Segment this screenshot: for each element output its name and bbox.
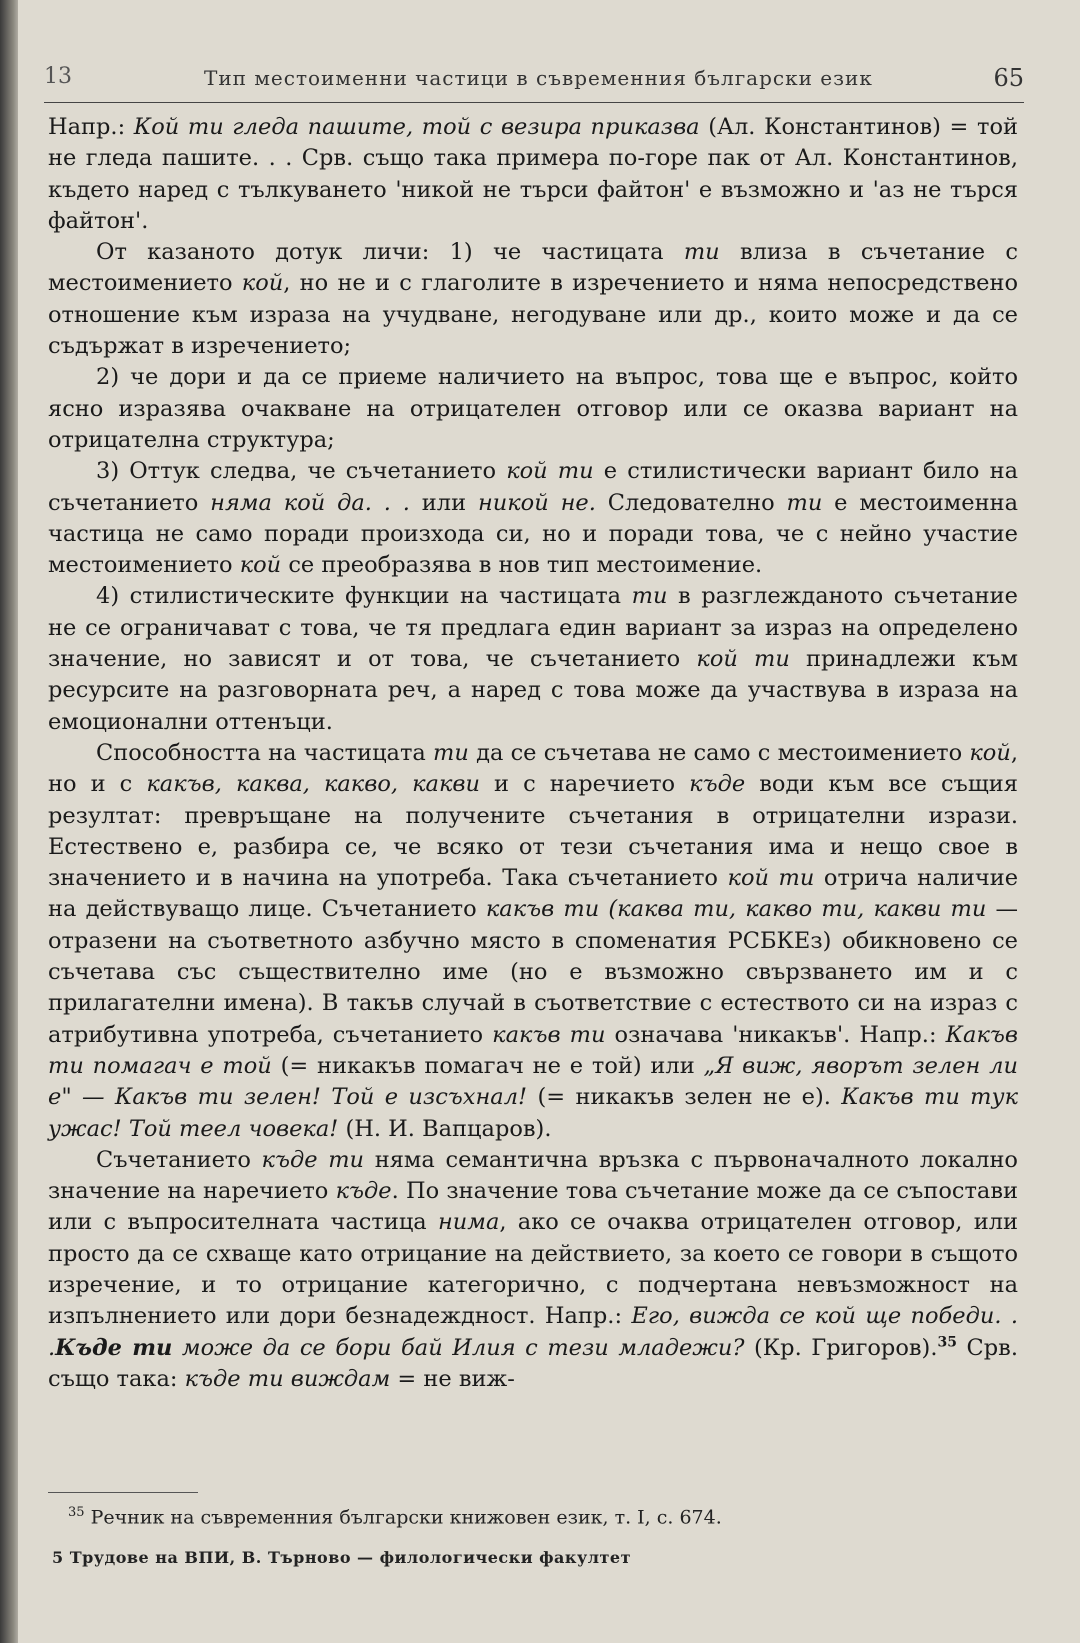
text-run: 4) стилистическите функции на частицата bbox=[96, 583, 632, 610]
text-run: ти bbox=[433, 739, 469, 766]
header-rule bbox=[44, 102, 1024, 103]
text-run: = не виж- bbox=[390, 1365, 515, 1392]
text-run: (= никакъв помагач не е той) или bbox=[271, 1052, 704, 1079]
text-run: какъв ти bbox=[492, 1021, 606, 1048]
text-run: или bbox=[409, 489, 478, 516]
text-run: (Кр. Григоров). bbox=[744, 1334, 938, 1361]
text-run: , ако се очаква отрицателен отговор, или просто да се схваще като отрицание на действието, за което се говори в същото изречение, и то отрицание категорично, с подчертана невъзможност на изпълнението или дори безнадеждност. Напр.: bbox=[48, 1209, 1018, 1330]
running-title: Тип местоименни частици в съвременния български език bbox=[204, 66, 873, 90]
text-run: , но не и с глаголите в изречението и няма непосредствено отношение към израза на учудване, негодуване или др., които може и да се съдържат в изречението; bbox=[48, 270, 1019, 360]
text-run: Какъв ти помагач е той bbox=[48, 1021, 1018, 1079]
text-run: означава 'никакъв'. Напр.: bbox=[605, 1021, 946, 1048]
text-run: 3) Оттук следва, че съчетанието bbox=[96, 458, 507, 485]
running-header bbox=[44, 64, 1024, 98]
text-run: няма семантична връзка с първоначалното локално значение на наречието bbox=[48, 1146, 1018, 1205]
text-run: влиза в съчетание с местоимението bbox=[48, 239, 1018, 297]
text-run: може да се бори бай Илия с тези младежи? bbox=[172, 1334, 745, 1361]
text-run: се преобразява в нов тип местоимение. bbox=[281, 552, 763, 579]
text-run: какъв ти (каква ти, какво ти, какви ти bbox=[485, 896, 987, 923]
text-run: къде ти виждам bbox=[184, 1365, 391, 1392]
text-run: няма кой да. . . bbox=[210, 489, 410, 516]
text-run: кой ти bbox=[506, 458, 594, 485]
text-run: кой bbox=[239, 552, 282, 579]
text-run: кой ти bbox=[727, 865, 815, 892]
text-run: , но и с bbox=[48, 739, 1018, 798]
footnote-rule bbox=[48, 1492, 198, 1493]
text-run: отрича наличие на действуващо лице. Съчетанието bbox=[48, 865, 1019, 923]
footnote-text: Речник на съвременния български книжовен език, т. I, с. 674. bbox=[90, 1506, 722, 1529]
text-run: ти bbox=[683, 239, 720, 266]
text-run: води към все същия резултат: превръщане на получените съчетания в отрицателни изрази. Естествено е, разбира се, че всяко от тези съчетания има и нещо свое в значението и в начина на употреба. Така съчетанието bbox=[48, 771, 1018, 892]
text-run: Какъв ти тук ужас! Той теел човека! bbox=[48, 1084, 1019, 1142]
text-run: Кой ти гледа пашите, той с везира приказва bbox=[133, 114, 700, 140]
paragraph bbox=[48, 456, 1018, 581]
footnote-marker: 35 bbox=[68, 1505, 85, 1520]
paragraph bbox=[48, 738, 1018, 1145]
text-run: никой не. bbox=[477, 489, 596, 516]
paragraph bbox=[48, 1145, 1018, 1395]
book-page bbox=[18, 0, 1080, 1643]
text-run: кой ти bbox=[696, 646, 790, 673]
printer-signature: 5 Трудове на ВПИ, В. Търново — филологически факултет bbox=[52, 1548, 632, 1567]
text-run: (Н. И. Вапцаров). bbox=[338, 1115, 552, 1142]
paragraph bbox=[48, 237, 1018, 362]
text-run: Срв. също така: bbox=[48, 1334, 1018, 1392]
header-page-ref: 13 bbox=[44, 64, 72, 89]
text-run: кой bbox=[241, 270, 284, 297]
text-run: Способността на частицата bbox=[96, 739, 434, 766]
text-run: От казаното дотук личи: 1) че частицата bbox=[96, 239, 684, 266]
text-run: (Ал. Константинов) = той не гледа пашите. . . Срв. също така примера по-горе пак от Ал. Константинов, където наред с тълкуването 'никой не търси файтон' е възможно и 'аз не търся файтон'. bbox=[48, 114, 1018, 234]
footnote bbox=[68, 1500, 968, 1530]
paragraph bbox=[48, 581, 1018, 737]
text-run: „Я виж, яворът зелен ли е" — Какъв ти зелен! Той е изсъхнал! bbox=[48, 1052, 1018, 1111]
text-run: кой bbox=[969, 739, 1011, 766]
text-run: Къде ти bbox=[55, 1334, 173, 1361]
text-run: е стилистически вариант било на съчетанието bbox=[48, 458, 1018, 516]
text-run: принадлежи към ресурсите на разговорната реч, а наред с това може да участвува в израза на емоционални оттенъци. bbox=[48, 646, 1019, 735]
text-run: е местоименна частица не само поради произхода си, но и поради това, че с нейно участие местоимението bbox=[48, 489, 1018, 579]
text-run: Следователно bbox=[595, 489, 787, 516]
text-run: Напр.: bbox=[48, 114, 134, 140]
text-run: Съчетанието bbox=[96, 1146, 262, 1173]
text-run: какъв, каква, какво, какви bbox=[146, 771, 480, 798]
text-run: къде bbox=[689, 771, 746, 798]
paragraph bbox=[48, 362, 1018, 456]
text-run: нима bbox=[437, 1209, 500, 1236]
text-run: — отразени на съответното азбучно място в споменатия РСБКЕз) обикновено се съчетава със съществително име (но е възможно свързването им и с прилагателни имена). В такъв случай в съответствие с естеството си на израз с атрибутивна употреба, съчетанието bbox=[48, 896, 1019, 1048]
body-text bbox=[48, 112, 1018, 1395]
text-run: да се съчетава не само с местоимението bbox=[468, 739, 970, 766]
page-number: 65 bbox=[993, 64, 1024, 92]
text-run: . По значение това съчетание може да се съпостави или с въпросителната частица bbox=[48, 1178, 1019, 1236]
text-run: ти bbox=[631, 583, 668, 610]
text-run: Его, виждa се кой ще победи. . . bbox=[48, 1303, 1018, 1361]
text-run: в разглежданото съчетание не се ограничават с това, че тя предлага един вариант за израз на определено значение, но зависят и от това, че съчетанието bbox=[48, 583, 1018, 673]
text-run: и с наречието bbox=[479, 771, 690, 798]
text-run: (= никакъв зелен не е). bbox=[527, 1084, 842, 1111]
text-run: 2) че дори и да се приеме наличието на въпрос, това ще е въпрос, който ясно изразява очакване на отрицателен отговор или се оказва вариант на отрицателна структура; bbox=[48, 364, 1018, 453]
text-run: къде bbox=[335, 1178, 392, 1205]
paragraph bbox=[48, 112, 1018, 237]
text-run: къде ти bbox=[261, 1146, 365, 1173]
text-run: ти bbox=[786, 489, 823, 516]
footnote-reference: 35 bbox=[937, 1334, 957, 1351]
